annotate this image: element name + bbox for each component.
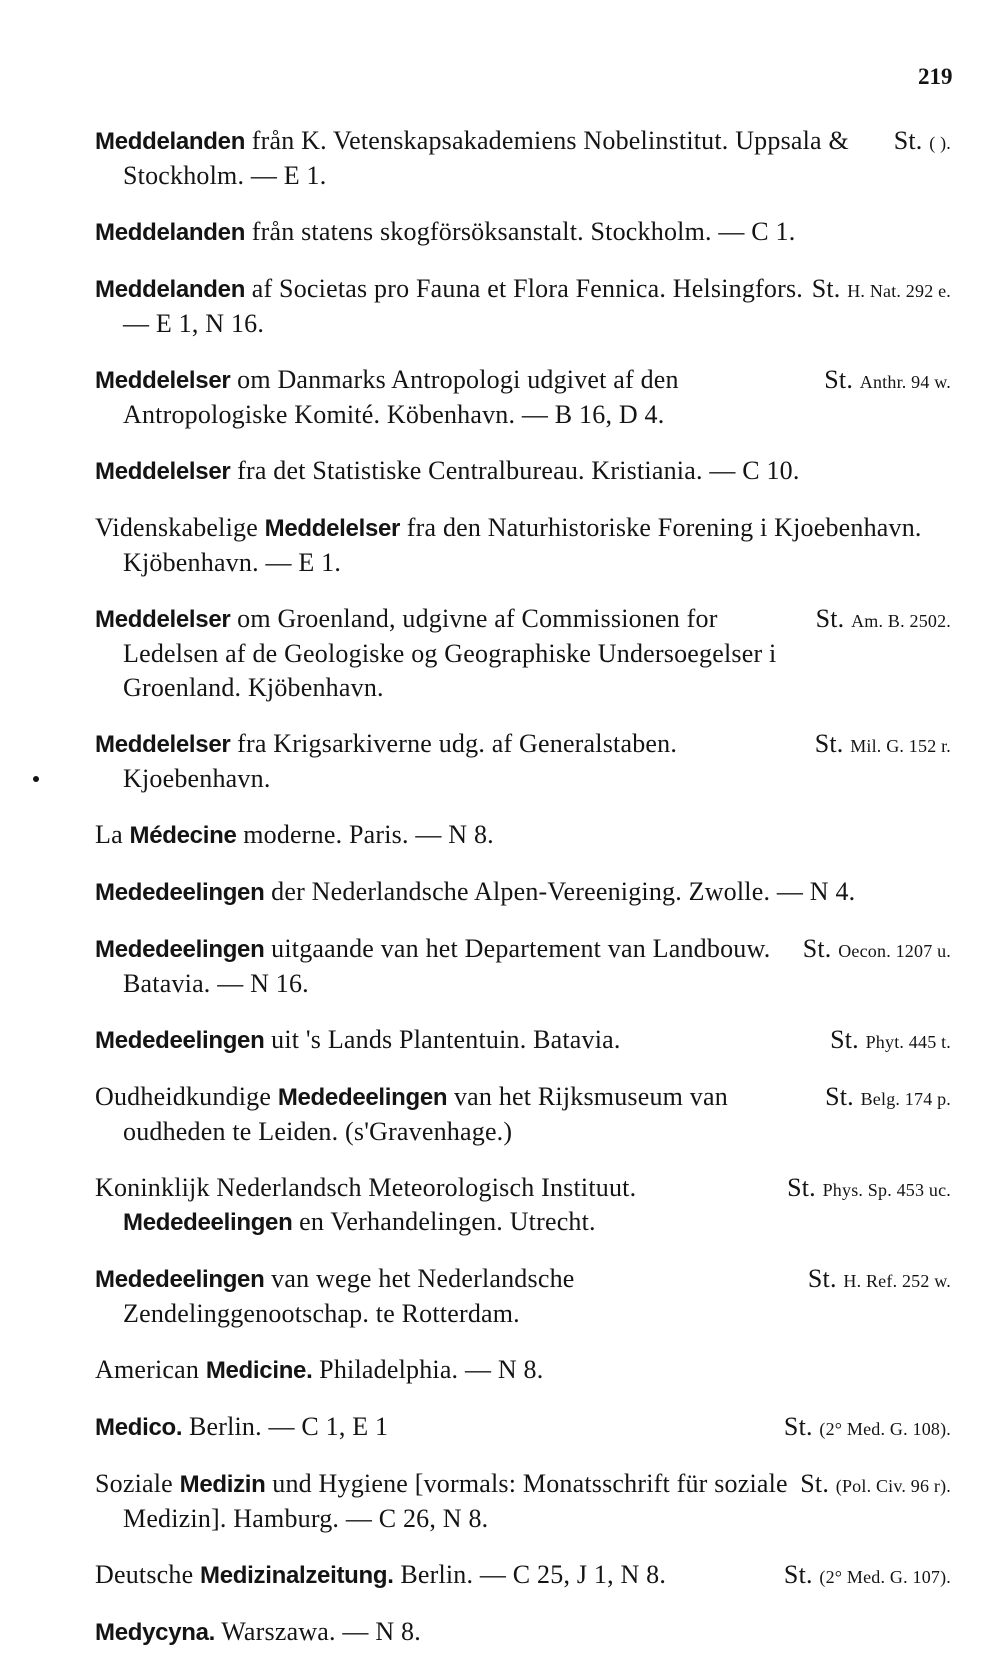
- bibliography-entry: [95, 875, 957, 910]
- bibliography-entry: [95, 1410, 957, 1445]
- shelf-signature: [800, 1467, 957, 1503]
- bibliography-entry: [95, 602, 957, 705]
- bibliography-entry: [95, 727, 957, 796]
- bibliography-entry: [95, 124, 957, 193]
- signature-ref: (2° Med. G. 108).: [819, 1419, 951, 1439]
- entry-text: Berlin. — C 1, E 1: [182, 1412, 389, 1441]
- signature-ref: H. Ref. 252 w.: [843, 1271, 951, 1291]
- signature-prefix: St.: [807, 1264, 837, 1293]
- shelf-signature: [825, 1080, 957, 1116]
- entry-text: från statens skogförsöksanstalt. Stockholm. — C 1.: [245, 217, 796, 246]
- entry-keyword: Mededeelingen: [277, 1084, 448, 1111]
- bibliography-entry: [95, 818, 957, 853]
- bibliography-entry: [95, 1615, 957, 1650]
- bibliography-entry: [95, 454, 957, 489]
- signature-ref: Mil. G. 152 r.: [850, 736, 951, 756]
- entry-keyword: Medycyna.: [95, 1619, 216, 1646]
- entry-text: om Groenland, udgivne af Commissionen for Ledelsen af de Geologiske og Geographiske Undersoegelser i Groenland. Kjöbenhavn.: [123, 604, 777, 702]
- entry-text: und Hygiene [vormals: Monatsschrift für soziale Medizin]. Hamburg. — C 26, N 8.: [123, 1469, 788, 1533]
- entry-keyword: Meddelelser: [95, 731, 231, 758]
- entry-keyword: Medizin: [179, 1471, 266, 1498]
- signature-prefix: St.: [802, 934, 832, 963]
- signature-ref: Belg. 174 p.: [860, 1089, 951, 1109]
- entry-keyword: Meddelanden: [95, 128, 246, 155]
- signature-prefix: St.: [783, 1560, 813, 1589]
- entry-keyword: Meddelelser: [95, 367, 231, 394]
- signature-ref: Anthr. 94 w.: [859, 372, 951, 392]
- signature-ref: (Pol. Civ. 96 r).: [835, 1476, 951, 1496]
- shelf-signature: [815, 727, 957, 763]
- entry-text: från K. Vetenskapsakademiens Nobelinstitut. Uppsala & Stockholm. — E 1.: [123, 126, 849, 190]
- bibliography-entry: [95, 272, 957, 341]
- entry-prefix: La: [95, 820, 130, 849]
- entry-text: uitgaande van het Departement van Landbouw. Batavia. — N 16.: [123, 934, 771, 998]
- entry-text: fra Krigsarkiverne udg. af Generalstaben. Kjoebenhavn.: [123, 729, 678, 793]
- signature-ref: Am. B. 2502.: [851, 611, 951, 631]
- entry-text: fra den Naturhistoriske Forening i Kjoebenhavn. Kjöbenhavn. — E 1.: [123, 513, 922, 577]
- entry-keyword: Mededeelingen: [95, 1266, 265, 1293]
- bibliography-entry: [95, 1080, 957, 1149]
- signature-prefix: St.: [783, 1412, 813, 1441]
- entry-prefix: Deutsche: [95, 1560, 201, 1589]
- signature-prefix: St.: [824, 365, 854, 394]
- bibliography-entry: [95, 1353, 957, 1388]
- signature-ref: H. Nat. 292 e.: [847, 281, 951, 301]
- signature-ref: (2° Med. G. 107).: [819, 1567, 951, 1587]
- bibliography-entry: [95, 215, 957, 250]
- entry-text: van wege het Nederlandsche Zendelinggenootschap. te Rotterdam.: [123, 1264, 575, 1328]
- signature-ref: Phys. Sp. 453 uc.: [822, 1180, 951, 1200]
- bibliography-entry: [95, 1558, 957, 1593]
- signature-ref: Oecon. 1207 u.: [838, 941, 951, 961]
- page-number: 219: [918, 64, 953, 89]
- entry-text: der Nederlandsche Alpen-Vereeniging. Zwolle. — N 4.: [264, 877, 856, 906]
- signature-prefix: St.: [815, 604, 845, 633]
- entry-text: van het Rijksmuseum van oudheden te Leiden. (s'Gravenhage.): [123, 1082, 728, 1146]
- entry-keyword: Medico.: [95, 1414, 183, 1441]
- signature-ref: ( ).: [929, 133, 951, 153]
- bibliography-list: [95, 124, 957, 1672]
- entry-text: Warszawa. — N 8.: [215, 1617, 421, 1646]
- margin-dot: [33, 776, 39, 782]
- entry-text: om Danmarks Antropologi udgivet af den Antropologiske Komité. Köbenhavn. — B 16, D 4.: [123, 365, 679, 429]
- shelf-signature: [784, 1410, 957, 1446]
- shelf-signature: [808, 1262, 957, 1298]
- entry-keyword: Meddelelser: [95, 606, 231, 633]
- signature-prefix: St.: [787, 1173, 816, 1202]
- bibliography-entry: [95, 1262, 957, 1331]
- entry-text: uit 's Lands Plantentuin. Batavia.: [264, 1025, 621, 1054]
- shelf-signature: [784, 1558, 957, 1594]
- entry-keyword: Medicine.: [205, 1357, 313, 1384]
- entry-text: fra det Statistiske Centralbureau. Kristiania. — C 10.: [230, 456, 800, 485]
- shelf-signature: [816, 602, 957, 638]
- bibliography-entry: [95, 1171, 957, 1240]
- entry-text: en Verhandelingen. Utrecht.: [292, 1207, 596, 1236]
- entry-keyword: Meddelelser: [264, 515, 401, 542]
- signature-ref: Phyt. 445 t.: [865, 1032, 951, 1052]
- signature-prefix: St.: [800, 1469, 830, 1498]
- bibliography-entry: [95, 1023, 957, 1058]
- signature-prefix: St.: [825, 1082, 854, 1111]
- entry-text: Philadelphia. — N 8.: [312, 1355, 544, 1384]
- entry-keyword: Medizinalzeitung.: [200, 1562, 394, 1589]
- entry-keyword: Mededeelingen: [95, 1027, 265, 1054]
- entry-keyword: Meddelanden: [95, 219, 246, 246]
- entry-text: Berlin. — C 25, J 1, N 8.: [393, 1560, 667, 1589]
- shelf-signature: [803, 932, 957, 968]
- entry-prefix: American: [95, 1355, 206, 1384]
- signature-prefix: St.: [814, 729, 844, 758]
- shelf-signature: [812, 272, 957, 308]
- signature-prefix: St.: [811, 274, 841, 303]
- entry-keyword: Mededeelingen: [95, 936, 265, 963]
- shelf-signature: [824, 363, 957, 399]
- entry-keyword: Mededeelingen: [123, 1209, 293, 1236]
- bibliography-entry: [95, 363, 957, 432]
- shelf-signature: [894, 124, 957, 160]
- signature-prefix: St.: [893, 126, 923, 155]
- signature-prefix: St.: [830, 1025, 859, 1054]
- entry-prefix: Videnskabelige: [95, 513, 265, 542]
- entry-keyword: Médecine: [129, 822, 237, 849]
- entry-prefix: Soziale: [95, 1469, 180, 1498]
- shelf-signature: [787, 1171, 957, 1207]
- entry-keyword: Mededeelingen: [95, 879, 265, 906]
- bibliography-entry: [95, 1467, 957, 1536]
- entry-keyword: Meddelelser: [95, 458, 231, 485]
- entry-text: moderne. Paris. — N 8.: [236, 820, 494, 849]
- entry-text: af Societas pro Fauna et Flora Fennica. Helsingfors. — E 1, N 16.: [123, 274, 803, 338]
- entry-prefix: Koninklijk Nederlandsch Meteorologisch Instituut.: [95, 1173, 637, 1202]
- bibliography-entry: [95, 932, 957, 1001]
- entry-prefix: Oudheidkundige: [95, 1082, 278, 1111]
- bibliography-entry: [95, 511, 957, 580]
- shelf-signature: [830, 1023, 957, 1059]
- entry-keyword: Meddelanden: [95, 276, 246, 303]
